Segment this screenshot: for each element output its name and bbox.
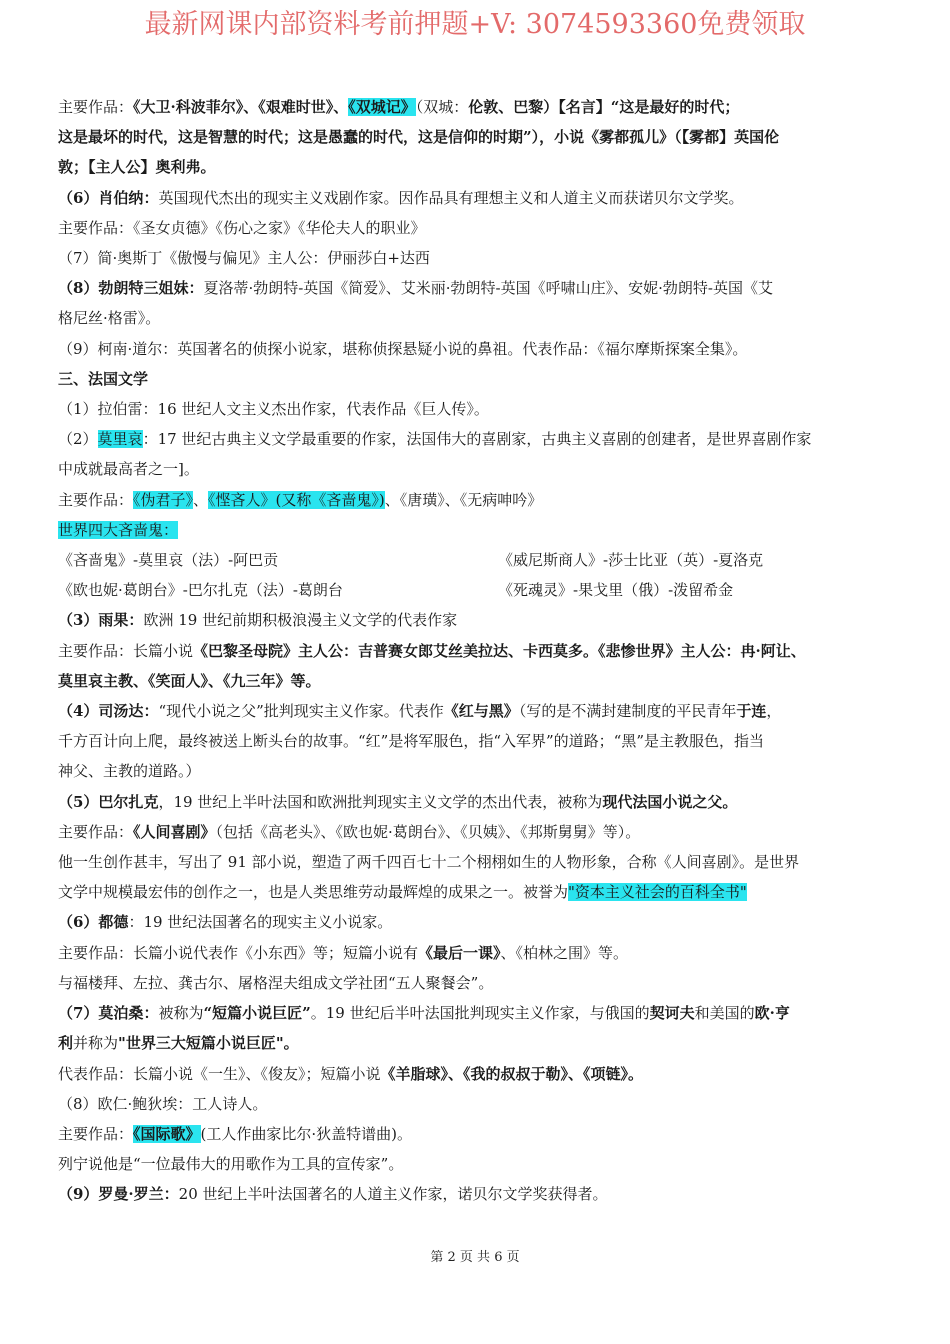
text-line [58, 575, 894, 605]
text-run: 这是最坏的时代，这是智慧的时代；这是愚蠢的时代，这是信仰的时期”），小说《雾都孤儿》（【雾都】英国伦 [58, 128, 780, 147]
highlighted-text: 《悭吝人》(又称《吝啬鬼》) [208, 490, 385, 509]
text-run: 和美国的 [694, 1004, 755, 1023]
text-line [58, 152, 894, 182]
text-run: 主要作品：长篇小说 [58, 641, 194, 660]
text-run: 敦；【主人公】奥利弗。 [58, 158, 216, 177]
text-line [58, 485, 894, 515]
text-line [58, 1028, 894, 1058]
text-run: （写的是不满封建制度的平民青年 [518, 702, 737, 721]
text-run: 利 [58, 1034, 74, 1053]
text-run: 并称为 [73, 1034, 119, 1053]
text-line [58, 183, 894, 213]
text-run: 主要作品： [58, 490, 134, 509]
text-run: 代表作品：长篇小说《一生》、《俊友》；短篇小说 [58, 1064, 381, 1083]
text-line [58, 273, 894, 303]
text-run: 列宁说他是“一位最伟大的用歌作为工具的宣传家”。 [58, 1155, 404, 1174]
text-line [58, 847, 894, 877]
text-run: 中成就最高者之一]。 [58, 460, 199, 479]
text-line [58, 334, 894, 364]
text-line [58, 817, 894, 847]
text-run: 。19 世纪后半叶法国批判现实主义作家，与俄国的 [310, 1004, 650, 1023]
text-line [58, 1149, 894, 1179]
text-line [58, 998, 894, 1028]
text-run: "世界三大短篇小说巨匠"。 [118, 1034, 299, 1053]
text-line [58, 756, 894, 786]
text-run: 、 [193, 490, 209, 509]
text-run: 英国现代杰出的现实主义戏剧作家。因作品具有理想主义和人道主义而获诺贝尔文学奖。 [158, 188, 744, 207]
highlighted-text: 《国际歌》 [133, 1124, 201, 1143]
text-run: 《巴黎圣母院》主人公：吉普赛女郎艾丝美拉达、卡西莫多。《悲惨世界》主人公：冉·阿让、 [193, 641, 806, 660]
text-run: （9）柯南·道尔：英国著名的侦探小说家，堪称侦探悬疑小说的鼻祖。代表作品：《福尔摩斯探案全集》。 [58, 339, 748, 358]
text-run: （9）罗曼·罗兰： [58, 1185, 179, 1204]
text-line [58, 907, 894, 937]
text-run: 《红与黑》 [443, 702, 519, 721]
text-run: 与福楼拜、左拉、龚古尔、屠格涅夫组成文学社团“五人聚餐会”。 [58, 973, 494, 992]
text-line [58, 1089, 894, 1119]
text-run: 伦敦、巴黎）【名言】“这是最好的时代； [468, 98, 740, 116]
text-run: 20 世纪上半叶法国著名的人道主义作家，诺贝尔文学奖获得者。 [178, 1185, 608, 1204]
text-run: 欧·亨 [754, 1004, 790, 1023]
highlighted-text: 《伪君子》 [133, 490, 194, 509]
text-line [58, 454, 894, 484]
text-run: ， [766, 702, 782, 721]
highlighted-text: "资本主义社会的百科全书" [568, 883, 747, 902]
text-run: 夏洛蒂·勃朗特-英国《简爱》、艾米丽·勃朗特-英国《呼啸山庄》、安妮·勃朗特-英国《艾 [203, 279, 773, 298]
page-number: 第 2 页 共 6 页 [430, 1250, 520, 1265]
text-line [58, 424, 894, 454]
text-line [58, 364, 894, 394]
text-line [58, 968, 894, 998]
text-line [58, 696, 894, 726]
text-run: （2） [58, 430, 98, 449]
text-line [58, 394, 894, 424]
text-run: （7）莫泊桑： [58, 1004, 159, 1023]
text-run: 三、法国文学 [58, 369, 149, 388]
text-line [58, 92, 894, 122]
text-run: 格尼丝·格雷》。 [58, 309, 161, 328]
text-run: (工人作曲家比尔·狄盖特谱曲)。 [200, 1124, 413, 1143]
text-line [58, 938, 894, 968]
text-run: 契诃夫 [649, 1004, 695, 1023]
text-line [58, 213, 894, 243]
highlighted-text: 《双城记》 [348, 98, 416, 116]
text-line [58, 666, 894, 696]
text-run: 《羊脂球》、《我的叔叔于勒》、《项链》。 [380, 1064, 644, 1083]
text-run: 莫里哀主教、《笑面人》、《九三年》等。 [58, 671, 321, 690]
comparison-cell: 《吝啬鬼》-莫里哀（法）-阿巴贡 [58, 551, 279, 570]
text-run: 神父、主教的道路。） [58, 762, 201, 781]
text-run: （6）都德 [58, 913, 129, 932]
text-run: 被称为 [158, 1004, 204, 1023]
text-run: 主要作品： [58, 822, 134, 841]
highlighted-text: 世界四大吝啬鬼： [58, 520, 179, 539]
text-run: 文学中规模最宏伟的创作之一，也是人类思维劳动最辉煌的成果之一。被誉为 [58, 883, 569, 902]
comparison-cell: 《欧也妮·葛朗台》-巴尔扎克（法）-葛朗台 [58, 581, 343, 600]
text-run: （1）拉伯雷：16 世纪人文主义杰出作家，代表作品《巨人传》。 [58, 400, 489, 419]
text-line [58, 122, 894, 152]
text-run: 《人间喜剧》 [133, 822, 216, 841]
comparison-cell: 《死魂灵》-果戈里（俄）-泼留希金 [498, 581, 734, 600]
text-run: 欧洲 19 世纪前期积极浪漫主义文学的代表作家 [143, 611, 458, 630]
text-run: （包括《高老头》、《欧也妮·葛朗台》、《贝姨》、《邦斯舅舅》等）。 [215, 822, 641, 841]
text-run: （5）巴尔扎克 [58, 792, 159, 811]
text-run: “现代小说之父”批判现实主义作家。代表作 [158, 702, 444, 721]
text-run: 《大卫·科波菲尔》、《艰难时世》、 [133, 98, 349, 116]
text-run: （双城： [415, 98, 469, 116]
text-run: （8）欧仁·鲍狄埃：工人诗人。 [58, 1094, 268, 1113]
text-run: 主要作品：长篇小说代表作《小东西》等；短篇小说有 [58, 943, 419, 962]
text-run: 、《柏林之围》等。 [500, 943, 629, 962]
text-line [58, 877, 894, 907]
text-line [58, 726, 894, 756]
text-line [58, 1179, 894, 1209]
text-line [58, 515, 894, 545]
text-run: （8）勃朗特三姐妹： [58, 279, 204, 298]
text-line [58, 243, 894, 273]
text-run: 主要作品： [58, 98, 134, 116]
comparison-cell: 《威尼斯商人》-莎士比亚（英）-夏洛克 [498, 551, 764, 570]
text-run: ：17 世纪古典主义文学最重要的作家，法国伟大的喜剧家，古典主义喜剧的创建者，是世界喜剧作家 [142, 430, 812, 449]
text-run: 、《唐璜》、《无病呻吟》 [384, 490, 543, 509]
text-run: 主要作品：《圣女贞德》《伤心之家》《华伦夫人的职业》 [58, 218, 426, 237]
text-run: （7）简·奥斯丁《傲慢与偏见》主人公：伊丽莎白+达西 [58, 249, 430, 268]
text-line [58, 545, 894, 575]
text-line [58, 1059, 894, 1089]
text-line [58, 1119, 894, 1149]
text-run: （6）肖伯纳： [58, 188, 159, 207]
text-run: （3）雨果： [58, 611, 144, 630]
text-run: “短篇小说巨匠” [203, 1004, 311, 1023]
document-body [58, 92, 894, 1210]
watermark-header: 最新网课内部资料考前押题+V: 3074593360免费领取 [144, 9, 806, 40]
text-line [58, 303, 894, 333]
text-line [58, 636, 894, 666]
text-run: 于连 [736, 702, 767, 721]
text-run: 他一生创作甚丰，写出了 91 部小说，塑造了两千四百七十二个栩栩如生的人物形象，合称《人间喜剧》。是世界 [58, 853, 800, 872]
text-run: ：19 世纪法国著名的现实主义小说家。 [128, 913, 393, 932]
text-run: 《最后一课》 [418, 943, 501, 962]
text-run: （4）司汤达： [58, 702, 159, 721]
text-line [58, 605, 894, 635]
text-line [58, 787, 894, 817]
text-run: 主要作品： [58, 1124, 134, 1143]
text-run: 现代法国小说之父。 [602, 792, 738, 811]
highlighted-text: 莫里哀 [97, 430, 143, 449]
text-run: ，19 世纪上半叶法国和欧洲批判现实主义文学的杰出代表，被称为 [158, 792, 603, 811]
text-run: 千方百计向上爬，最终被送上断头台的故事。“红”是将军服色，指“入军界”的道路；“黑”是主教服色，指当 [58, 732, 765, 751]
